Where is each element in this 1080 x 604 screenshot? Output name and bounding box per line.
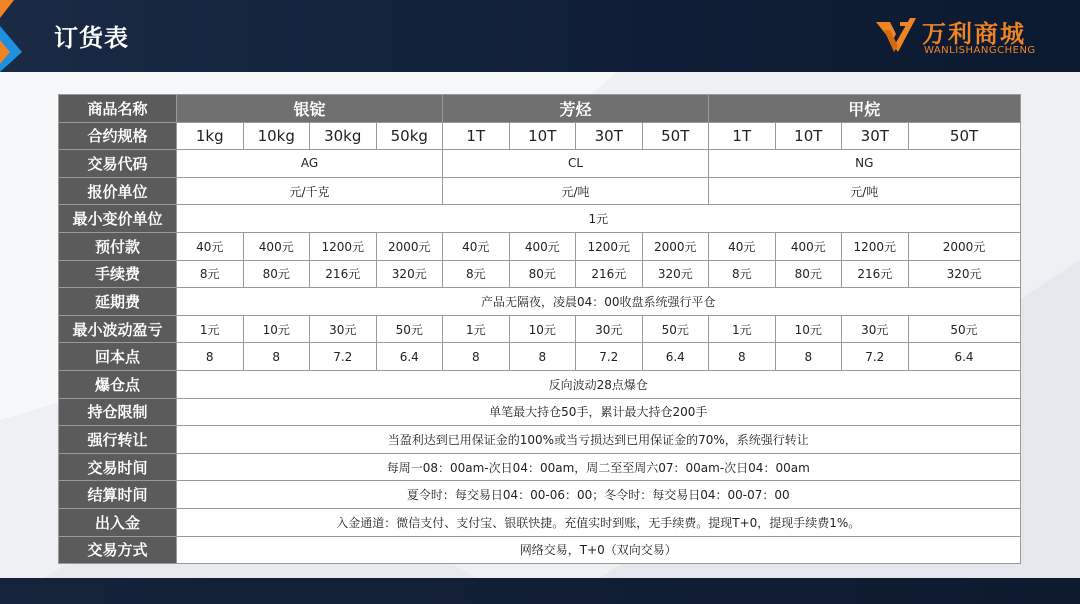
product-header: 芳烃 xyxy=(443,95,709,123)
row-label: 最小变价单位 xyxy=(59,205,177,233)
min-pl-cell: 1元 xyxy=(443,315,510,343)
fee-cell: 8元 xyxy=(443,260,510,288)
mode-cell: 网络交易，T+0（双向交易） xyxy=(177,536,1021,564)
deposit-cell: 入金通道：微信支付、支付宝、银联快捷。充值实时到账，无手续费。提现T+0，提现手续费1%。 xyxy=(177,508,1021,536)
logo-text-en: WANLISHANGCHENG xyxy=(924,45,1036,56)
breakeven-cell: 8 xyxy=(775,343,842,371)
table-row-trading-hours xyxy=(59,453,1021,481)
fee-cell: 80元 xyxy=(243,260,310,288)
row-label: 手续费 xyxy=(59,260,177,288)
table-row-settlement xyxy=(59,481,1021,509)
tick-cell: 1元 xyxy=(177,205,1021,233)
logo-text-cn: 万利商城 xyxy=(922,20,1026,48)
breakeven-cell: 6.4 xyxy=(908,343,1020,371)
row-label: 合约规格 xyxy=(59,122,177,150)
prepay-cell: 1200元 xyxy=(842,232,909,260)
prepay-cell: 400元 xyxy=(243,232,310,260)
breakeven-cell: 8 xyxy=(509,343,576,371)
spec-cell: 30T xyxy=(576,122,643,150)
breakeven-cell: 6.4 xyxy=(376,343,443,371)
table-row-unit xyxy=(59,177,1021,205)
fee-cell: 320元 xyxy=(642,260,709,288)
table-row-code xyxy=(59,150,1021,178)
table-row-deposit xyxy=(59,508,1021,536)
breakeven-cell: 7.2 xyxy=(310,343,377,371)
min-pl-cell: 30元 xyxy=(576,315,643,343)
table-row-tick xyxy=(59,205,1021,233)
min-pl-cell: 1元 xyxy=(709,315,776,343)
fee-cell: 8元 xyxy=(177,260,244,288)
fee-cell: 320元 xyxy=(376,260,443,288)
order-table-container xyxy=(58,94,1020,564)
forced-close-cell: 当盈利达到已用保证金的100%或当亏损达到已用保证金的70%，系统强行转让 xyxy=(177,426,1021,454)
spec-cell: 50T xyxy=(642,122,709,150)
table-row-spec xyxy=(59,122,1021,150)
prepay-cell: 1200元 xyxy=(310,232,377,260)
fee-cell: 8元 xyxy=(709,260,776,288)
unit-cell: 元/千克 xyxy=(177,177,443,205)
header-bar xyxy=(0,0,1080,72)
row-label: 出入金 xyxy=(59,508,177,536)
fee-cell: 80元 xyxy=(775,260,842,288)
fee-cell: 216元 xyxy=(576,260,643,288)
prepay-cell: 1200元 xyxy=(576,232,643,260)
spec-cell: 10kg xyxy=(243,122,310,150)
prepay-cell: 2000元 xyxy=(376,232,443,260)
breakeven-cell: 6.4 xyxy=(642,343,709,371)
liquidation-cell: 反向波动28点爆仓 xyxy=(177,370,1021,398)
table-row-mode xyxy=(59,536,1021,564)
row-label: 回本点 xyxy=(59,343,177,371)
table-row-fee xyxy=(59,260,1021,288)
product-header: 银锭 xyxy=(177,95,443,123)
prepay-cell: 2000元 xyxy=(642,232,709,260)
header-accent-icon xyxy=(0,0,28,72)
spec-cell: 1T xyxy=(443,122,510,150)
prepay-cell: 400元 xyxy=(775,232,842,260)
spec-cell: 30kg xyxy=(310,122,377,150)
position-limit-cell: 单笔最大持仓50手，累计最大持仓200手 xyxy=(177,398,1021,426)
row-label: 强行转让 xyxy=(59,426,177,454)
code-cell: NG xyxy=(709,150,1021,178)
min-pl-cell: 10元 xyxy=(509,315,576,343)
table-row-position-limit xyxy=(59,398,1021,426)
fee-cell: 320元 xyxy=(908,260,1020,288)
table-row-liquidation xyxy=(59,370,1021,398)
row-label: 交易时间 xyxy=(59,453,177,481)
min-pl-cell: 30元 xyxy=(842,315,909,343)
table-row-forced-close xyxy=(59,426,1021,454)
prepay-cell: 40元 xyxy=(443,232,510,260)
logo-mark-icon xyxy=(876,18,916,54)
code-cell: CL xyxy=(443,150,709,178)
table-row-breakeven xyxy=(59,343,1021,371)
min-pl-cell: 50元 xyxy=(376,315,443,343)
fee-cell: 216元 xyxy=(842,260,909,288)
prepay-cell: 400元 xyxy=(509,232,576,260)
breakeven-cell: 8 xyxy=(177,343,244,371)
table-row-min-pl xyxy=(59,315,1021,343)
deferral-cell: 产品无隔夜，凌晨04：00收盘系统强行平仓 xyxy=(177,288,1021,316)
code-cell: AG xyxy=(177,150,443,178)
row-label: 交易代码 xyxy=(59,150,177,178)
min-pl-cell: 30元 xyxy=(310,315,377,343)
row-label: 预付款 xyxy=(59,232,177,260)
prepay-cell: 2000元 xyxy=(908,232,1020,260)
table-row-prepay xyxy=(59,232,1021,260)
row-label: 最小波动盈亏 xyxy=(59,315,177,343)
breakeven-cell: 8 xyxy=(709,343,776,371)
breakeven-cell: 8 xyxy=(443,343,510,371)
fee-cell: 216元 xyxy=(310,260,377,288)
spec-cell: 1T xyxy=(709,122,776,150)
spec-cell: 10T xyxy=(509,122,576,150)
prepay-cell: 40元 xyxy=(177,232,244,260)
settlement-cell: 夏令时：每交易日04：00-06：00；冬令时：每交易日04：00-07：00 xyxy=(177,481,1021,509)
min-pl-cell: 50元 xyxy=(642,315,709,343)
spec-cell: 30T xyxy=(842,122,909,150)
min-pl-cell: 1元 xyxy=(177,315,244,343)
product-header: 甲烷 xyxy=(709,95,1021,123)
breakeven-cell: 7.2 xyxy=(842,343,909,371)
row-label: 报价单位 xyxy=(59,177,177,205)
min-pl-cell: 50元 xyxy=(908,315,1020,343)
row-label: 持仓限制 xyxy=(59,398,177,426)
table-row-products xyxy=(59,95,1021,123)
footer-bar xyxy=(0,578,1080,604)
row-label: 交易方式 xyxy=(59,536,177,564)
row-label: 结算时间 xyxy=(59,481,177,509)
spec-cell: 10T xyxy=(775,122,842,150)
prepay-cell: 40元 xyxy=(709,232,776,260)
unit-cell: 元/吨 xyxy=(709,177,1021,205)
row-label: 商品名称 xyxy=(59,95,177,123)
brand-logo xyxy=(876,14,1056,62)
trading-hours-cell: 每周一08：00am-次日04：00am，周二至至周六07：00am-次日04：00am xyxy=(177,453,1021,481)
table-row-deferral xyxy=(59,288,1021,316)
spec-cell: 50kg xyxy=(376,122,443,150)
breakeven-cell: 7.2 xyxy=(576,343,643,371)
breakeven-cell: 8 xyxy=(243,343,310,371)
order-table xyxy=(58,94,1021,564)
row-label: 延期费 xyxy=(59,288,177,316)
page-title: 订货表 xyxy=(54,24,129,52)
spec-cell: 50T xyxy=(908,122,1020,150)
spec-cell: 1kg xyxy=(177,122,244,150)
row-label: 爆仓点 xyxy=(59,370,177,398)
fee-cell: 80元 xyxy=(509,260,576,288)
min-pl-cell: 10元 xyxy=(243,315,310,343)
unit-cell: 元/吨 xyxy=(443,177,709,205)
min-pl-cell: 10元 xyxy=(775,315,842,343)
